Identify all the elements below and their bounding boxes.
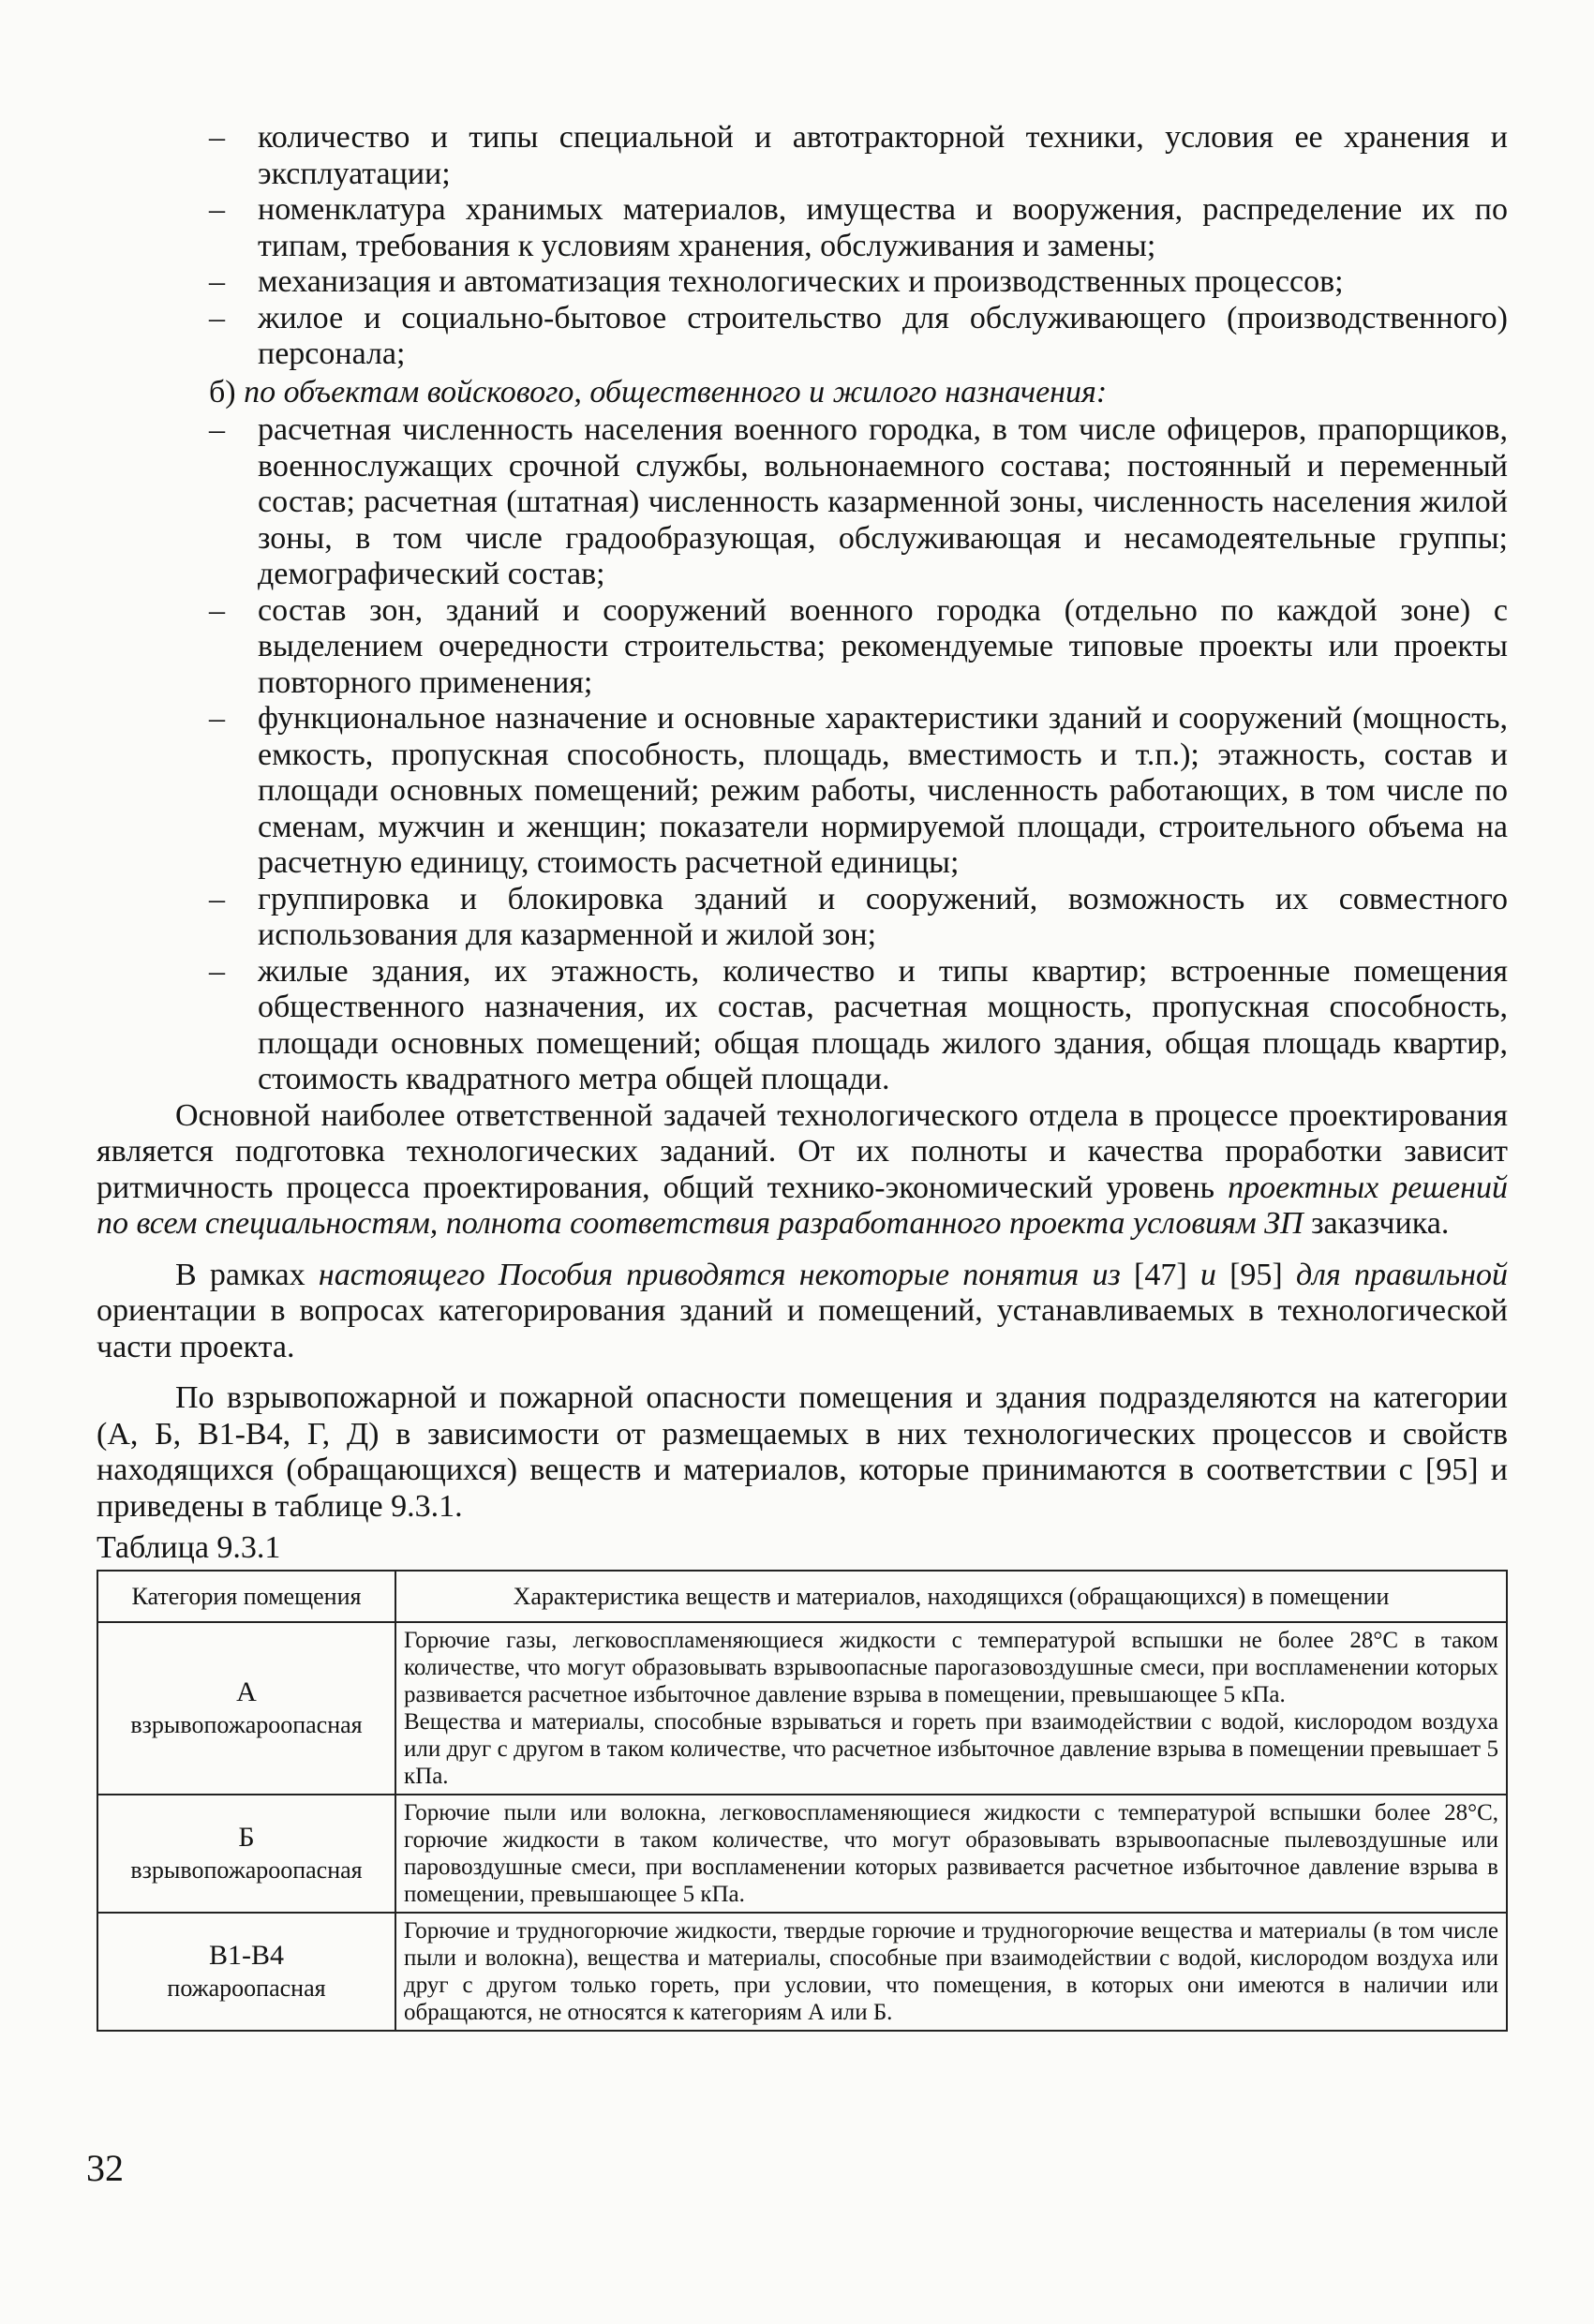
list-item: – расчетная численность населения военного городка, в том числе офицеров, прапорщиков, военнослужащих срочной службы, вольнонаемного состава; постоянный и переменный состав; расчетная (штатная) численность казарменной зоны, численность населения жилой зоны, в том числе градообразующая, обслуживающая и несамодеятельные группы; демографический состав; (209, 412, 1508, 591)
category-cell (97, 1795, 395, 1913)
requirements-list-a (97, 120, 1508, 373)
category-code: А (236, 1676, 257, 1707)
characteristics-cell: Горючие и трудногорючие жидкости, твердые горючие и трудногорючие вещества и материалы (в том числе пыли и волокна), вещества и материалы, способные при взаимодействии с водой, кислородом воздуха или друг с другом только гореть, при условии, что помещения, в которых они имеются в наличии или обращаются, не относятся к категориям А или Б. (395, 1913, 1507, 2031)
dash-marker: – (209, 120, 225, 155)
page-number: 32 (86, 2147, 124, 2189)
table-row (97, 1795, 1507, 1913)
dash-marker: – (209, 881, 225, 916)
section-b-heading: б) по объектам войскового, общественного и жилого назначения: (209, 374, 1108, 410)
table-row (97, 1622, 1507, 1795)
paragraph-tech-tasks: Основной наиболее ответственной задачей технологического отдела в процессе проектирования является подготовка технологических заданий. От их полноты и качества проработки зависит ритмичность процесса проектирования, общий технико-экономический уровень проектных решений по всем специальностям, полнота соответствия разработанного проекта условиям ЗП заказчика. (97, 1097, 1508, 1241)
dash-marker: – (209, 264, 225, 299)
category-name: взрывопожароопасная (130, 1856, 363, 1884)
paragraph-manual-scope: В рамках настоящего Пособия приводятся некоторые понятия из [47] и [95] для правильной ориентации в вопросах категорирования зданий и помещений, устанавливаемых в технологической части проекта. (97, 1257, 1508, 1364)
category-cell (97, 1913, 395, 2031)
table-row (97, 1913, 1507, 2031)
characteristics-cell: Горючие газы, легковоспламеняющиеся жидкости с температурой вспышки не более 28°С в таком количестве, что могут образовывать взрывоопасные парогазовоздушные смеси, при воспламенении которых развивается расчетное избыточное давление взрыва в помещении, превышающее 5 кПа. Вещества и материалы, способные взрываться и гореть при взаимодействии с водой, кислородом воздуха или друг с другом в таком количестве, что расчетное избыточное давление взрыва в помещении превышает 5 кПа. (395, 1622, 1507, 1795)
characteristics-cell: Горючие пыли или волокна, легковоспламеняющиеся жидкости с температурой вспышки более 28°С, горючие жидкости в таком количестве, что могут образовывать взрывоопасные пылевоздушные или паровоздушные смеси, при воспламенении которых развивается расчетное избыточное давление взрыва в помещении, превышающее 5 кПа. (395, 1795, 1507, 1913)
dash-marker: – (209, 953, 225, 989)
category-cell (97, 1622, 395, 1795)
list-item: – механизация и автоматизация технологических и производственных процессов; (209, 264, 1344, 299)
dash-marker: – (209, 701, 225, 736)
list-item: – группировка и блокировка зданий и сооружений, возможность их совместного использования для казарменной и жилой зон; (209, 881, 1508, 952)
category-name: взрывопожароопасная (130, 1711, 363, 1738)
dash-marker: – (209, 192, 225, 227)
table-header-row (97, 1571, 1507, 1622)
category-table (97, 1570, 1508, 2032)
dash-marker: – (209, 592, 225, 628)
category-code: В1-В4 (208, 1940, 284, 1971)
paragraph-categories: По взрывопожарной и пожарной опасности помещения и здания подразделяются на категории (А, Б, В1-В4, Г, Д) в зависимости от размещаемых в них технологических процессов и свойств находящихся (обращающихся) веществ и материалов, которые принимаются в соответствии с [95] и приведены в таблице 9.3.1. (97, 1380, 1508, 1524)
list-item: – жилое и социально-бытовое строительство для обслуживающего (производственного) персонала; (209, 300, 1508, 371)
list-item: – количество и типы специальной и автотракторной техники, условия ее хранения и эксплуатации; (209, 120, 1508, 191)
column-header-category: Категория помещения (97, 1571, 395, 1622)
list-item: – номенклатура хранимых материалов, имущества и вооружения, распределение их по типам, требования к условиям хранения, обслуживания и замены; (209, 192, 1508, 263)
category-code: Б (238, 1822, 255, 1853)
dash-marker: – (209, 300, 225, 335)
list-item: – жилые здания, их этажность, количество и типы квартир; встроенные помещения общественного назначения, их состав, расчетная мощность, пропускная способность, площади основных помещений; общая площадь жилого здания, общая площадь квартир, стоимость квадратного метра общей площади. (209, 953, 1508, 1096)
category-name: пожароопасная (167, 1974, 326, 2002)
requirements-list-b (97, 412, 1508, 1098)
list-item: – функциональное назначение и основные характеристики зданий и сооружений (мощность, емкость, пропускная способность, площадь, вместимость и т.п.); этажность, состав и площади основных помещений; режим работы, численность работающих, в том числе по сменам, мужчин и женщин; показатели нормируемой площади, строительного объема на расчетную единицу, стоимость расчетной единицы; (209, 701, 1508, 880)
list-item: – состав зон, зданий и сооружений военного городка (отдельно по каждой зоне) с выделением очередности строительства; рекомендуемые типовые проекты или проекты повторного применения; (209, 592, 1508, 700)
dash-marker: – (209, 412, 225, 447)
column-header-characteristics: Характеристика веществ и материалов, находящихся (обращающихся) в помещении (395, 1571, 1507, 1622)
table-caption: Таблица 9.3.1 (97, 1530, 281, 1565)
